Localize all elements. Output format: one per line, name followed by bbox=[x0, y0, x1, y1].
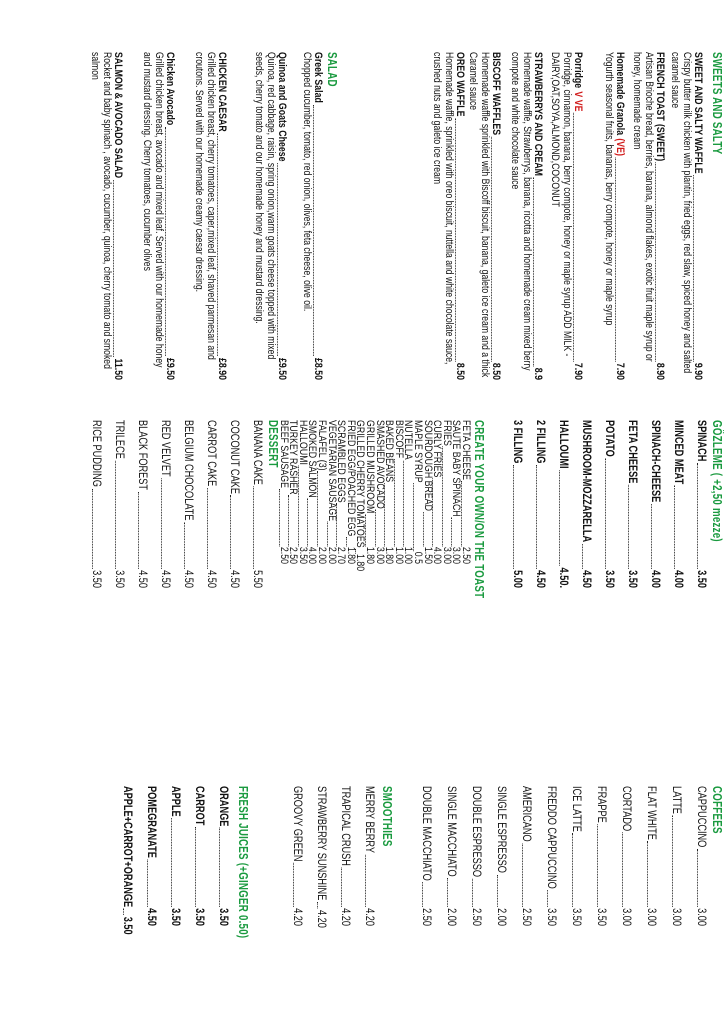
dot-leader bbox=[341, 868, 352, 907]
item-price: 4.50 bbox=[159, 570, 171, 588]
item-price: 4.50 bbox=[136, 570, 148, 588]
item-name: FETA CHEESE bbox=[626, 420, 638, 484]
menu-item bbox=[227, 420, 241, 588]
menu-item bbox=[694, 420, 708, 588]
item-suffix: V VE bbox=[572, 91, 584, 112]
dot-leader bbox=[195, 827, 206, 907]
menu-item bbox=[519, 786, 533, 926]
dot-leader bbox=[693, 175, 704, 361]
menu-item bbox=[301, 52, 325, 380]
dot-leader bbox=[253, 487, 264, 569]
item-price: 4.00 bbox=[672, 570, 684, 588]
item-header bbox=[572, 52, 584, 380]
item-name: 2 FILLING bbox=[534, 420, 546, 464]
dot-leader bbox=[279, 489, 288, 546]
menu-item bbox=[671, 420, 685, 588]
item-description: Homemade waffle, Strawberrys, banana, ricotta and homemade cream mixed berry compote and white chocolate sauce bbox=[509, 52, 533, 371]
menu-item bbox=[89, 52, 124, 380]
item-description: Homemade waffle, sprinkled with oreo biscuit, nuttella and white chocolate sauce, crushed nuts and galeto ice cream bbox=[431, 52, 455, 365]
item-name: GRILLED MUSHROOM bbox=[364, 420, 377, 514]
dot-leader bbox=[536, 465, 547, 568]
item-name: CARROT bbox=[193, 786, 205, 826]
dot-leader bbox=[461, 481, 470, 546]
item-suffix: (VE) bbox=[614, 138, 626, 156]
item-description: Chopped cucumber, tomato, red onion, olives, feta cheese, olive oil. bbox=[301, 52, 313, 312]
item-name: STRAWBERRY SUNSHINE bbox=[315, 786, 327, 901]
item-price: £9.50 bbox=[164, 357, 176, 380]
item-name: CARROT CAKE bbox=[205, 420, 217, 487]
item-description: Grilled chicken breast, avocado and mixed leaf. Served with our homemade honey and mustard dressing. Cherry tomatoes, cucumber olives bbox=[141, 52, 165, 368]
item-name: MUSHROOM-MOZZARELLA bbox=[580, 420, 592, 543]
item-name: HALLOUMI bbox=[557, 420, 569, 469]
menu-item bbox=[469, 786, 483, 926]
dot-leader bbox=[423, 512, 432, 546]
item-name: POTATO bbox=[603, 420, 615, 457]
item-description: Grilled chicken breast, cherry tomatoes, caper,mixed leaf, shaved parmesan and croutons. Served with our homemade creamy caesar dressing. bbox=[193, 52, 217, 360]
item-name: MAPLE SYRUP bbox=[412, 420, 425, 483]
menu-item bbox=[120, 786, 134, 935]
menu-item bbox=[193, 52, 228, 380]
section-title-smoothies: SMOOTHIES bbox=[380, 786, 394, 847]
item-price: 7.90 bbox=[572, 362, 584, 380]
section-title-juices: FRESH JUICES (+GINGER 0.50) bbox=[236, 786, 250, 939]
dot-leader bbox=[447, 878, 458, 906]
item-price: 3.00 bbox=[695, 908, 707, 926]
dot-leader bbox=[327, 522, 336, 546]
item-price: 3.50 bbox=[570, 908, 582, 926]
item-price: 4.20 bbox=[339, 908, 351, 926]
dot-leader bbox=[513, 465, 524, 568]
menu-item bbox=[549, 52, 584, 380]
item-price: 9.90 bbox=[692, 362, 704, 380]
item-description: Crispy butter milk chicken with plantin, fried eggs, red slaw, spiced honey and salted caramel sauce bbox=[669, 52, 693, 374]
item-price: £8.50 bbox=[312, 357, 324, 380]
dot-leader bbox=[559, 470, 570, 566]
item-price: 2.50 bbox=[520, 908, 532, 926]
item-description: Quinoa, red cabbage, raisin, spring onion,warm goats cheese topped with mixed seeds, cherry tomato and our homemade honey and mustard dressing. bbox=[253, 52, 277, 360]
item-price: 3.00 bbox=[373, 546, 386, 564]
menu-item bbox=[144, 786, 158, 926]
dot-leader bbox=[230, 496, 241, 569]
item-price: 3.00 bbox=[450, 546, 463, 564]
column-drinks bbox=[24, 786, 724, 986]
menu-item bbox=[631, 52, 666, 380]
dot-leader bbox=[455, 118, 466, 361]
item-suffix: (SWEET) bbox=[654, 123, 666, 162]
item-header bbox=[654, 52, 666, 380]
item-price: 3.50 bbox=[193, 908, 205, 926]
item-name: MINCED MEAT bbox=[672, 420, 684, 485]
section-title-dessert: DESSERT bbox=[266, 420, 280, 468]
item-name: NUTELLA bbox=[402, 420, 415, 460]
item-name: RICE PUDDING bbox=[90, 420, 102, 487]
item-name: POMEGRANATE bbox=[145, 786, 157, 858]
item-price: 3.50 bbox=[296, 546, 309, 564]
dot-leader bbox=[674, 486, 685, 569]
item-price: 4.50. bbox=[557, 567, 569, 588]
item-header bbox=[692, 52, 704, 380]
dot-leader bbox=[547, 890, 558, 906]
item-price: 4.00 bbox=[431, 546, 444, 564]
menu-item bbox=[569, 786, 583, 926]
item-price: 4.20 bbox=[363, 908, 375, 926]
dot-leader bbox=[497, 875, 508, 907]
dot-leader bbox=[582, 544, 593, 569]
item-name: FRIES bbox=[440, 420, 453, 446]
item-name: CORTADO bbox=[620, 786, 632, 832]
item-description: Rocket and baby spinach , avocado, cucumber, quinoa, cherry tomato and smoked salmon bbox=[89, 52, 113, 369]
section-title-sweets: SWEETS AND SALTY bbox=[710, 52, 724, 155]
item-price: £9.50 bbox=[276, 357, 288, 380]
dot-leader bbox=[184, 522, 195, 568]
item-price: 3.50 bbox=[595, 908, 607, 926]
dot-leader bbox=[522, 843, 533, 906]
item-name: Homemade Granola bbox=[614, 52, 626, 136]
item-name: BISCOFF WAFFLES bbox=[490, 52, 502, 136]
dot-leader bbox=[298, 466, 307, 546]
dot-leader bbox=[317, 902, 328, 908]
dot-leader bbox=[308, 499, 317, 547]
item-price: 4.50 bbox=[145, 908, 157, 926]
menu-item bbox=[648, 420, 662, 588]
menu-item bbox=[579, 420, 593, 588]
menu-item bbox=[192, 786, 206, 926]
menu-item bbox=[158, 420, 172, 588]
item-name: SINGLE ESPRESSO bbox=[495, 786, 507, 873]
item-price: 3.50 bbox=[626, 570, 638, 588]
dot-leader bbox=[313, 104, 324, 356]
menu-item bbox=[556, 420, 570, 588]
dot-leader bbox=[171, 818, 182, 906]
item-price: 3.50 bbox=[90, 570, 102, 588]
item-price: 3.50 bbox=[169, 908, 181, 926]
menu-item bbox=[216, 786, 230, 926]
item-name: FRIED EGG/POACHED EGG bbox=[344, 420, 357, 537]
menu-item bbox=[253, 52, 288, 380]
section-title-toast: CREATE YOUR OWN/ON THE TOAST bbox=[472, 420, 486, 599]
item-name: OREO WAFFLE bbox=[454, 52, 466, 117]
column-gozleme-toast-dessert bbox=[24, 420, 724, 620]
dot-leader bbox=[605, 458, 616, 568]
dot-leader bbox=[219, 828, 230, 907]
item-price: £8.90 bbox=[216, 357, 228, 380]
item-name: TRILECE bbox=[113, 420, 125, 459]
item-name: RED VELVET bbox=[159, 420, 171, 477]
dot-leader bbox=[403, 460, 412, 546]
item-name: CAPPUCCINO bbox=[695, 786, 707, 848]
item-price: 3.50 bbox=[113, 570, 125, 588]
dot-leader bbox=[147, 860, 158, 907]
menu-item bbox=[467, 52, 502, 380]
item-price: 3.50 bbox=[545, 908, 557, 926]
item-name: VEGETARIAN SAUSAGE bbox=[325, 420, 338, 522]
item-name: MERRY BERRY bbox=[363, 786, 375, 853]
dot-leader bbox=[472, 879, 483, 907]
dot-leader bbox=[138, 492, 149, 569]
item-header bbox=[532, 52, 544, 380]
item-name: APPLE+CARROT+ORANGE bbox=[121, 786, 133, 908]
item-price: 3.50 bbox=[217, 908, 229, 926]
item-name: FLAT WHITE bbox=[645, 786, 657, 840]
item-name: ORANGE bbox=[217, 786, 229, 827]
item-price: 3.00 bbox=[620, 908, 632, 926]
column-sweets-salad bbox=[24, 52, 724, 392]
dot-leader bbox=[442, 447, 451, 546]
menu-item bbox=[619, 786, 633, 926]
dot-leader bbox=[672, 816, 683, 907]
item-name: SCRAMBLED EGGS bbox=[335, 420, 348, 503]
item-price: 1.80 bbox=[344, 546, 357, 564]
item-price: 3.50 bbox=[695, 570, 707, 588]
menu-item bbox=[419, 786, 433, 926]
item-name: SOURDOUGH BREAD bbox=[421, 420, 434, 511]
item-name: AMERICANO bbox=[520, 786, 532, 842]
item-name: CURLY FRIES bbox=[431, 420, 444, 478]
dot-leader bbox=[697, 463, 708, 568]
item-price: 1.00 bbox=[402, 546, 415, 564]
item-price: 2.00 bbox=[445, 908, 457, 926]
item-header bbox=[164, 52, 176, 380]
menu-item bbox=[509, 52, 544, 380]
item-name: Porridge bbox=[572, 52, 584, 89]
dot-leader bbox=[451, 517, 460, 546]
item-price: 2.70 bbox=[335, 546, 348, 564]
item-name: FALAFEL (3) bbox=[316, 420, 329, 471]
item-description: Porridge, cinnamon, banana, berry compote, honey or maple syrup ADD MILK - DAIRY,OAT,SOYA,ALMOND,COCONUT bbox=[549, 52, 573, 357]
item-name: DOUBLE ESPRESSO bbox=[470, 786, 482, 878]
dot-leader bbox=[217, 133, 228, 356]
tight-list bbox=[277, 420, 472, 572]
item-name: TRAPICAL CRUSH bbox=[339, 786, 351, 866]
dot-leader bbox=[375, 510, 384, 546]
item-header bbox=[490, 52, 502, 380]
item-price: 4.20 bbox=[291, 908, 303, 926]
dot-leader bbox=[413, 483, 422, 551]
item-header bbox=[276, 52, 288, 380]
item-price: 4.50 bbox=[534, 570, 546, 588]
dot-leader bbox=[422, 882, 433, 906]
item-price: 3.00 bbox=[440, 546, 453, 564]
menu-item bbox=[181, 420, 195, 588]
item-price: 3.50 bbox=[121, 916, 133, 935]
item-name: Quinoa and Goats Cheese bbox=[276, 52, 288, 162]
item-name: CHICKEN CAESAR bbox=[216, 52, 228, 132]
item-price: 1.80 bbox=[354, 554, 367, 572]
item-price: 1.50 bbox=[421, 546, 434, 564]
item-price: 8.9 bbox=[532, 367, 544, 380]
menu-item bbox=[168, 786, 182, 926]
item-price: 7.90 bbox=[614, 362, 626, 380]
item-name: ICE LATTE bbox=[570, 786, 582, 832]
item-name: BEEF SAUSAGE bbox=[277, 420, 290, 488]
item-price: 1.00 bbox=[392, 546, 405, 564]
menu-item bbox=[362, 786, 376, 926]
item-name: FREDDO CAPPUCCINO bbox=[545, 786, 557, 889]
item-price: 4.00 bbox=[306, 546, 319, 564]
dot-leader bbox=[346, 537, 355, 546]
menu-item bbox=[141, 52, 176, 380]
item-price: 2.50 bbox=[287, 546, 300, 564]
dot-leader bbox=[572, 833, 583, 906]
dot-leader bbox=[615, 158, 626, 362]
dot-leader bbox=[365, 514, 374, 546]
dot-leader bbox=[113, 180, 124, 357]
item-price: 4.00 bbox=[649, 570, 661, 588]
item-name: SPINACH-CHEESE bbox=[649, 420, 661, 503]
item-name: FRENCH TOAST bbox=[654, 52, 666, 121]
dot-leader bbox=[597, 824, 608, 906]
item-header bbox=[614, 52, 626, 380]
dot-leader bbox=[655, 163, 666, 362]
item-price: 8.50 bbox=[454, 362, 466, 380]
item-name: BISCOFF bbox=[392, 420, 405, 459]
menu-item bbox=[544, 786, 558, 926]
item-name: LATTE bbox=[670, 786, 682, 814]
menu-item bbox=[694, 786, 708, 926]
item-name: SALMON & AVOCADO SALAD bbox=[112, 52, 124, 179]
dot-leader bbox=[651, 504, 662, 569]
dot-leader bbox=[207, 488, 218, 569]
menu-item bbox=[494, 786, 508, 926]
section-title-coffees: COFFEES bbox=[710, 786, 724, 834]
item-name: SAUTE BABY SPINACH bbox=[450, 420, 463, 517]
menu-item bbox=[444, 786, 458, 926]
item-name: 3 FILLING bbox=[511, 420, 523, 464]
item-name: SMASHED AVOCADO bbox=[373, 420, 386, 509]
dot-leader bbox=[622, 833, 633, 907]
item-name: SINGLE MACCHIATO bbox=[445, 786, 457, 877]
dot-leader bbox=[573, 113, 584, 361]
item-price: 2.50 bbox=[420, 908, 432, 926]
item-header bbox=[312, 52, 324, 380]
menu-item bbox=[510, 420, 524, 588]
menu-item bbox=[338, 786, 352, 926]
item-price: 2.50 bbox=[460, 546, 472, 564]
dot-leader bbox=[628, 485, 639, 569]
item-name: SPINACH bbox=[695, 420, 707, 462]
menu-item bbox=[669, 786, 683, 926]
item-header bbox=[112, 52, 124, 380]
item-name: COCONUT CAKE bbox=[228, 420, 240, 494]
item-name: TURKEY RASHER bbox=[287, 420, 300, 495]
item-price: 5.50 bbox=[251, 570, 263, 588]
item-price: 2.00 bbox=[316, 546, 329, 564]
dot-leader bbox=[288, 495, 297, 546]
item-name: DOUBLE MACCHIATO bbox=[420, 786, 432, 881]
item-price: 1.80 bbox=[383, 546, 396, 564]
item-name: APPLE bbox=[169, 786, 181, 817]
item-name: Chicken Avocado bbox=[164, 52, 176, 126]
item-price: 3.00 bbox=[670, 908, 682, 926]
item-price: 4.20 bbox=[315, 909, 327, 928]
item-price: 4.50 bbox=[228, 570, 240, 588]
dot-leader bbox=[165, 127, 176, 357]
dot-leader bbox=[697, 849, 708, 907]
item-price: 1.80 bbox=[364, 546, 377, 564]
item-name: GRILLED CHERRY TOMATOES bbox=[354, 420, 367, 548]
item-price: 2.00 bbox=[325, 546, 338, 564]
dot-leader bbox=[317, 471, 326, 546]
menu-item bbox=[603, 52, 627, 380]
item-name: BLACK FOREST bbox=[136, 420, 148, 491]
item-price: 0.5 bbox=[412, 551, 425, 564]
dot-leader bbox=[394, 459, 403, 546]
dot-leader bbox=[92, 489, 103, 569]
item-name: SWEET AND SALTY WAFFLE bbox=[692, 52, 704, 174]
item-price: 8.50 bbox=[490, 362, 502, 380]
item-name: FRAPPE bbox=[595, 786, 607, 823]
dot-leader bbox=[161, 478, 172, 568]
item-name: SMOKED SALMON bbox=[306, 420, 319, 498]
menu-item bbox=[625, 420, 639, 588]
item-price: 4.50 bbox=[580, 570, 592, 588]
dot-leader bbox=[533, 178, 544, 367]
menu-item bbox=[89, 420, 103, 588]
item-price: 2.50 bbox=[470, 908, 482, 926]
dot-leader bbox=[365, 855, 376, 907]
item-price: 2.00 bbox=[495, 908, 507, 926]
item-name: STRAWBERRYS AND CREAM bbox=[532, 52, 544, 177]
menu-item bbox=[431, 52, 466, 380]
dot-leader bbox=[293, 863, 304, 906]
dot-leader bbox=[115, 460, 126, 568]
item-header bbox=[454, 52, 466, 380]
item-name: Greek Salad bbox=[312, 52, 324, 103]
item-price: 2.50 bbox=[277, 546, 290, 564]
item-name: BAKED BEANS bbox=[383, 420, 396, 483]
item-name: BANANA CAKE bbox=[251, 420, 263, 485]
item-price: 3.00 bbox=[645, 908, 657, 926]
item-name: GROOVY GREEN bbox=[291, 786, 303, 862]
item-price: 4.50 bbox=[182, 570, 194, 588]
section-title-gozleme: GÖZLEME ( +2,50 mezze) bbox=[710, 420, 724, 542]
dot-leader bbox=[123, 909, 134, 915]
menu-item bbox=[533, 420, 547, 588]
item-name: HALLOUMI bbox=[296, 420, 309, 465]
menu-item bbox=[204, 420, 218, 588]
menu-item bbox=[594, 786, 608, 926]
item-name: FETA CHEESE bbox=[460, 420, 472, 480]
item-price: 8.90 bbox=[654, 362, 666, 380]
item-description: Homemade waffle sprinkled with Biscoff biscuit, banana, galeto ice cream and a thick Caramel sauce bbox=[467, 52, 491, 378]
menu-item bbox=[314, 786, 328, 926]
dot-leader bbox=[491, 137, 502, 362]
item-price: 3.50 bbox=[603, 570, 615, 588]
menu-item bbox=[644, 786, 658, 926]
item-header bbox=[216, 52, 228, 380]
menu-item bbox=[112, 420, 126, 588]
item-description: Artisan Brioche bread, berries, banana, almond flakes, exotic fruit maple syrup or honey, homemade cream bbox=[631, 52, 655, 362]
menu-item bbox=[290, 786, 304, 926]
dot-leader bbox=[647, 841, 658, 906]
item-name: BELGIUM CHOCOLATE bbox=[182, 420, 194, 521]
item-price: 11.50 bbox=[112, 358, 124, 380]
item-price: 4.50 bbox=[205, 570, 217, 588]
section-title-salad: SALAD bbox=[325, 52, 339, 87]
menu-item bbox=[669, 52, 704, 380]
menu-item bbox=[602, 420, 616, 588]
dot-leader bbox=[277, 163, 288, 356]
item-price: 5.00 bbox=[511, 570, 523, 588]
menu-item bbox=[135, 420, 149, 588]
menu-item bbox=[250, 420, 264, 588]
item-description: Yogurth seasonal fruits, bananas, berry compote, honey or maple syrup bbox=[603, 52, 615, 326]
